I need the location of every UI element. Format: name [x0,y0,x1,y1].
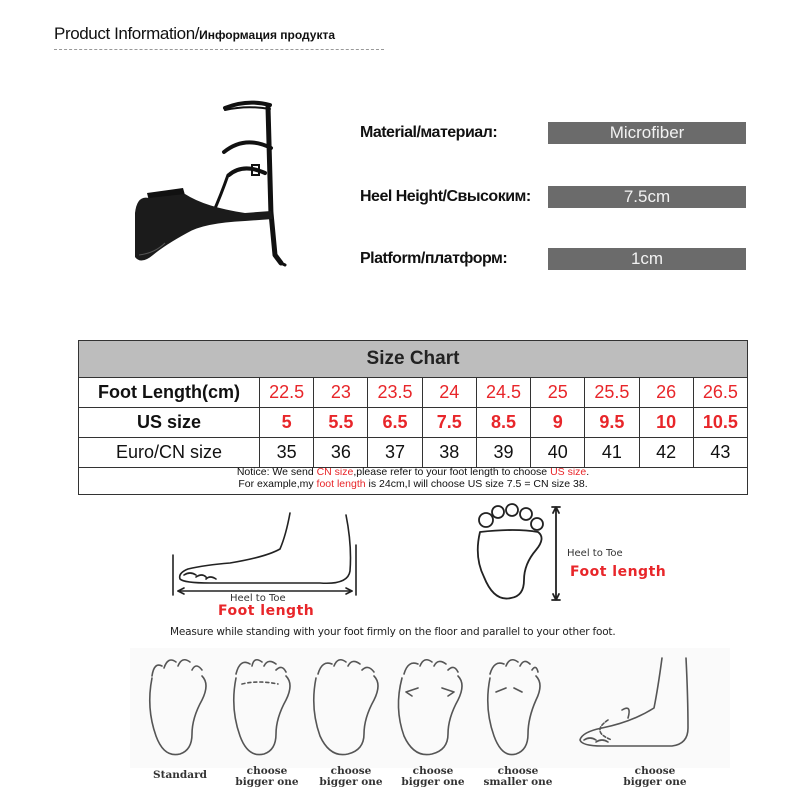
foot-type-line-1: choose [246,765,288,777]
header-divider [54,49,384,50]
spec-heel-height-value: 7.5cm [548,186,746,208]
table-cell: 26 [639,378,693,408]
foot-type-line-2: bigger one [623,776,687,788]
row-header: US size [79,408,260,438]
table-cell: 7.5 [422,408,476,438]
foot-type-line-1: choose [412,765,454,777]
table-cell: 35 [260,438,314,468]
table-cell: 10.5 [693,408,747,438]
heel-to-toe-top-label: Heel to Toe [567,548,623,559]
foot-type-label [620,766,690,788]
page-title [54,24,335,44]
page-title-en: Product Information/ [54,24,200,43]
foot-type-label [232,766,302,788]
table-cell: 10 [639,408,693,438]
row-header: Euro/CN size [79,438,260,468]
table-cell: 24.5 [476,378,530,408]
spec-platform-label: Platform/платформ: [360,250,508,267]
sandal-image [125,95,320,275]
table-cell: 6.5 [368,408,422,438]
spec-material-label: Material/материал: [360,124,498,141]
table-cell: 24 [422,378,476,408]
table-cell: 23.5 [368,378,422,408]
notice-text: is 24cm,I will choose US size 7.5 = CN size 38. [365,478,588,490]
table-cell: 40 [531,438,585,468]
table-cell: 43 [693,438,747,468]
row-header: Foot Length(cm) [79,378,260,408]
foot-type-line-1: choose [330,765,372,777]
table-cell: 5 [260,408,314,438]
table-cell: 5.5 [314,408,368,438]
foot-type-line-1: choose [497,765,539,777]
table-cell: 9.5 [585,408,639,438]
notice-text: For example,my [238,478,317,490]
foot-type-line-2: smaller one [483,776,553,788]
foot-type-line-1: choose [634,765,676,777]
table-cell: 36 [314,438,368,468]
table-cell: 25 [531,378,585,408]
spec-material-value: Microfiber [548,122,746,144]
page-title-ru: Информация продукта [199,28,336,42]
table-cell: 22.5 [260,378,314,408]
foot-type-line-1: Standard [153,769,207,781]
table-cell: 25.5 [585,378,639,408]
size-chart-title: Size Chart [366,348,460,369]
foot-type-label [478,766,558,788]
table-cell: 39 [476,438,530,468]
size-chart-border [78,340,748,495]
foot-type-line-2: bigger one [401,776,465,788]
measure-instructions: Measure while standing with your foot firmly on the floor and parallel to your other foot. [170,626,616,638]
spec-heel-height-label: Heel Height/Свысоким: [360,188,531,205]
foot-type-line-2: bigger one [319,776,383,788]
foot-length-top-label: Foot length [570,564,667,580]
notice-text: Notice: We send [236,466,317,478]
notice-highlight: foot length [316,478,366,490]
table-cell: 42 [639,438,693,468]
table-cell: 9 [531,408,585,438]
foot-type-label [316,766,386,788]
foot-type-label [145,770,215,781]
table-cell: 26.5 [693,378,747,408]
table-cell: 41 [585,438,639,468]
table-cell: 38 [422,438,476,468]
notice-highlight: US size [550,466,587,478]
notice-text: . [586,466,590,478]
foot-type-line-2: bigger one [235,776,299,788]
notice-highlight: CN size [316,466,354,478]
heel-to-toe-side-label: Heel to Toe [230,593,286,604]
foot-type-label [398,766,468,788]
table-cell: 8.5 [476,408,530,438]
spec-platform-value: 1cm [548,248,746,270]
table-cell: 37 [368,438,422,468]
foot-length-side-label: Foot length [218,603,315,619]
foot-types-panel [130,648,730,768]
notice-text: ,please refer to your foot length to choose [353,466,551,478]
table-cell: 23 [314,378,368,408]
